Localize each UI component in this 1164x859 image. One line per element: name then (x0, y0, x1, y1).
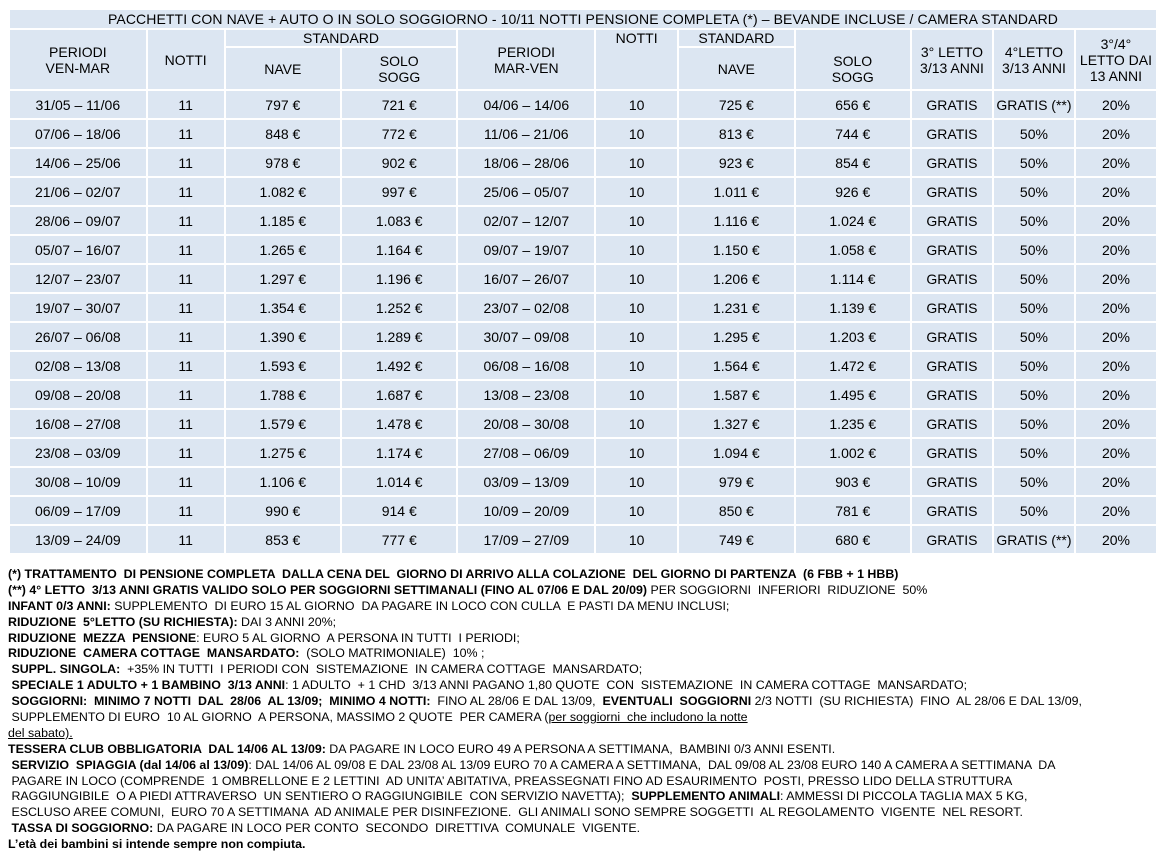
cell-nave-price: 725 € (679, 91, 793, 118)
cell-3-letto: GRATIS (912, 497, 992, 524)
table-row (10, 468, 1156, 495)
cell-period-ven-mar: 07/06 – 18/06 (10, 120, 146, 147)
note-line (8, 567, 1158, 583)
cell-3-4-letto-adulti: 20% (1076, 352, 1156, 379)
table-row (10, 178, 1156, 205)
cell-notti: 10 (596, 381, 677, 408)
cell-notti: 10 (596, 294, 677, 321)
cell-3-letto: GRATIS (912, 526, 992, 553)
cell-nave-price: 979 € (679, 468, 793, 495)
cell-notti: 11 (148, 323, 224, 350)
cell-4-letto: 50% (994, 120, 1074, 147)
cell-period-ven-mar: 06/09 – 17/09 (10, 497, 146, 524)
table-row (10, 526, 1156, 553)
cell-3-letto: GRATIS (912, 207, 992, 234)
note-line (8, 599, 1158, 615)
cell-3-4-letto-adulti: 20% (1076, 91, 1156, 118)
note-line (8, 662, 1158, 678)
note-text: RIDUZIONE CAMERA COTTAGE MANSARDATO: (8, 646, 300, 661)
cell-nave-price: 923 € (679, 149, 793, 176)
note-text: RIDUZIONE 5°LETTO (SU RICHIESTA): (8, 614, 238, 629)
cell-notti: 10 (596, 91, 677, 118)
note-line (8, 742, 1158, 758)
cell-notti: 11 (148, 207, 224, 234)
cell-period-ven-mar: 16/08 – 27/08 (10, 410, 146, 437)
cell-3-letto: GRATIS (912, 91, 992, 118)
cell-3-letto: GRATIS (912, 149, 992, 176)
cell-nave-price: 1.295 € (679, 323, 793, 350)
cell-notti: 11 (148, 410, 224, 437)
note-text: (**) 4° LETTO 3/13 ANNI GRATIS VALIDO SOLO PER SOGGIORNI SETTIMANALI (FINO AL 07/06 E DAL 20/09) (8, 582, 648, 597)
cell-4-letto: 50% (994, 294, 1074, 321)
note-text: TESSERA CLUB OBBLIGATORIA DAL 14/06 AL 13/09: (8, 741, 326, 756)
note-text: +35% IN TUTTI I PERIODI CON SISTEMAZIONE IN CAMERA COTTAGE MANSARDATO; (120, 662, 643, 677)
cell-period-mar-ven: 02/07 – 12/07 (458, 207, 594, 234)
cell-nave-price: 1.579 € (226, 410, 340, 437)
cell-4-letto: 50% (994, 178, 1074, 205)
cell-3-letto: GRATIS (912, 265, 992, 292)
cell-notti: 11 (148, 265, 224, 292)
cell-solo-sogg-price: 1.472 € (796, 352, 910, 379)
cell-period-mar-ven: 25/06 – 05/07 (458, 178, 594, 205)
cell-solo-sogg-price: 772 € (342, 120, 456, 147)
cell-notti: 11 (148, 236, 224, 263)
note-text: SERVIZIO SPIAGGIA (dal 14/06 al 13/09) (8, 757, 249, 772)
cell-4-letto: GRATIS (**) (994, 526, 1074, 553)
note-text: DAI 3 ANNI 20%; (237, 614, 337, 629)
cell-3-4-letto-adulti: 20% (1076, 439, 1156, 466)
cell-notti: 11 (148, 352, 224, 379)
note-text: per soggiorni che includono la notte (548, 710, 748, 725)
cell-nave-price: 1.185 € (226, 207, 340, 234)
cell-period-ven-mar: 12/07 – 23/07 (10, 265, 146, 292)
table-row (10, 381, 1156, 408)
header-nave: NAVE (679, 48, 793, 89)
cell-notti: 11 (148, 468, 224, 495)
header-notti: NOTTI (148, 30, 224, 89)
note-text: SOGGIORNI: MINIMO 7 NOTTI DAL 28/06 AL 13/09; MINIMO 4 NOTTI: (8, 694, 431, 709)
cell-3-letto: GRATIS (912, 178, 992, 205)
note-line (8, 726, 1158, 742)
note-line (8, 758, 1158, 774)
table-row (10, 236, 1156, 263)
table-row (10, 410, 1156, 437)
cell-3-4-letto-adulti: 20% (1076, 207, 1156, 234)
cell-3-4-letto-adulti: 20% (1076, 149, 1156, 176)
header-solo-sogg: SOLO SOGG (342, 48, 456, 89)
cell-notti: 10 (596, 265, 677, 292)
cell-solo-sogg-price: 1.014 € (342, 468, 456, 495)
note-text: : DAL 14/06 AL 09/08 E DAL 23/08 AL 13/09 EURO 70 A CAMERA A SETTIMANA, DAL 09/08 AL 23/08 EURO 140 A CAMERA A SETTIMANA DA (248, 757, 1056, 772)
note-line (8, 821, 1158, 837)
cell-solo-sogg-price: 1.289 € (342, 323, 456, 350)
cell-period-ven-mar: 14/06 – 25/06 (10, 149, 146, 176)
note-line (8, 710, 1158, 726)
note-text: TASSA DI SOGGIORNO: (8, 821, 154, 836)
cell-period-ven-mar: 28/06 – 09/07 (10, 207, 146, 234)
cell-period-mar-ven: 06/08 – 16/08 (458, 352, 594, 379)
note-text: : 1 ADULTO + 1 CHD 3/13 ANNI PAGANO 1,80 QUOTE CON SISTEMAZIONE IN CAMERA COTTAGE MANSARDATO; (285, 678, 968, 693)
cell-notti: 11 (148, 526, 224, 553)
note-text: PAGARE IN LOCO (COMPRENDE 1 OMBRELLONE E 2 LETTINI AD UNITA’ ABITATIVA, PREASSEGNATI FINO AD ESAURIMENTO POSTI, PRESSO LIDO DELLA STRUTTURA (8, 773, 1013, 788)
cell-3-4-letto-adulti: 20% (1076, 410, 1156, 437)
note-text: SUPPL. SINGOLA: (8, 662, 121, 677)
note-line (8, 774, 1158, 790)
cell-notti: 10 (596, 497, 677, 524)
cell-nave-price: 1.106 € (226, 468, 340, 495)
table-row (10, 439, 1156, 466)
note-text: SUPPLEMENTO DI EURO 10 AL GIORNO A PERSONA, MASSIMO 2 QUOTE PER CAMERA ( (8, 710, 549, 725)
cell-period-ven-mar: 23/08 – 03/09 (10, 439, 146, 466)
note-text: EVENTUALI SOGGIORNI (599, 694, 752, 709)
cell-3-letto: GRATIS (912, 236, 992, 263)
note-line (8, 646, 1158, 662)
cell-nave-price: 813 € (679, 120, 793, 147)
cell-solo-sogg-price: 1.252 € (342, 294, 456, 321)
note-text: 2/3 NOTTI (SU RICHIESTA) FINO AL 28/06 E DAL 13/09, (751, 694, 1082, 709)
cell-solo-sogg-price: 777 € (342, 526, 456, 553)
cell-nave-price: 853 € (226, 526, 340, 553)
cell-period-ven-mar: 09/08 – 20/08 (10, 381, 146, 408)
cell-3-4-letto-adulti: 20% (1076, 236, 1156, 263)
cell-period-mar-ven: 17/09 – 27/09 (458, 526, 594, 553)
note-text: DA PAGARE IN LOCO PER CONTO SECONDO DIRETTIVA COMUNALE VIGENTE. (153, 821, 641, 836)
note-text: L’età dei bambini si intende sempre non compiuta. (8, 837, 306, 852)
cell-4-letto: 50% (994, 410, 1074, 437)
cell-4-letto: 50% (994, 439, 1074, 466)
cell-3-4-letto-adulti: 20% (1076, 323, 1156, 350)
note-line (8, 789, 1158, 805)
table-row (10, 120, 1156, 147)
cell-nave-price: 1.150 € (679, 236, 793, 263)
header-nave: NAVE (226, 48, 340, 89)
note-text: (*) TRATTAMENTO DI PENSIONE COMPLETA DALLA CENA DEL GIORNO DI ARRIVO ALLA COLAZIONE DEL GIORNO DI PARTENZA (6 FBB + 1 HBB) (8, 567, 899, 581)
cell-nave-price: 1.265 € (226, 236, 340, 263)
cell-notti: 11 (148, 294, 224, 321)
cell-4-letto: 50% (994, 236, 1074, 263)
cell-solo-sogg-price: 1.196 € (342, 265, 456, 292)
cell-notti: 10 (596, 468, 677, 495)
header-4-letto: 4°LETTO 3/13 ANNI (994, 30, 1074, 89)
cell-notti: 10 (596, 149, 677, 176)
note-line (8, 694, 1158, 710)
table-row (10, 265, 1156, 292)
note-text: (SOLO MATRIMONIALE) 10% ; (299, 646, 485, 661)
cell-solo-sogg-price: 1.164 € (342, 236, 456, 263)
header-3-4-letto-adulti: 3°/4° LETTO DAI 13 ANNI (1076, 30, 1156, 89)
header-notti: NOTTI (596, 30, 677, 89)
header-standard: STANDARD (226, 30, 457, 46)
cell-nave-price: 1.564 € (679, 352, 793, 379)
note-text: SUPPLEMENTO DI EURO 15 AL GIORNO DA PAGARE IN LOCO CON CULLA E PASTI DA MENU INCLUSI; (110, 598, 730, 613)
cell-notti: 11 (148, 120, 224, 147)
cell-notti: 11 (148, 439, 224, 466)
cell-period-ven-mar: 30/08 – 10/09 (10, 468, 146, 495)
cell-notti: 10 (596, 352, 677, 379)
cell-3-4-letto-adulti: 20% (1076, 526, 1156, 553)
cell-nave-price: 1.094 € (679, 439, 793, 466)
cell-3-4-letto-adulti: 20% (1076, 294, 1156, 321)
header-periodi-mar-ven: PERIODI MAR-VEN (458, 30, 594, 89)
cell-period-mar-ven: 23/07 – 02/08 (458, 294, 594, 321)
cell-period-ven-mar: 26/07 – 06/08 (10, 323, 146, 350)
cell-4-letto: 50% (994, 149, 1074, 176)
cell-solo-sogg-price: 997 € (342, 178, 456, 205)
cell-nave-price: 1.354 € (226, 294, 340, 321)
cell-nave-price: 1.275 € (226, 439, 340, 466)
cell-4-letto: 50% (994, 468, 1074, 495)
note-text: SUPPLEMENTO ANIMALI (627, 789, 781, 804)
note-text: RIDUZIONE MEZZA PENSIONE (8, 630, 197, 645)
cell-solo-sogg-price: 744 € (796, 120, 910, 147)
cell-solo-sogg-price: 1.002 € (796, 439, 910, 466)
cell-nave-price: 1.297 € (226, 265, 340, 292)
cell-notti: 10 (596, 120, 677, 147)
cell-nave-price: 1.587 € (679, 381, 793, 408)
cell-solo-sogg-price: 1.495 € (796, 381, 910, 408)
cell-period-ven-mar: 31/05 – 11/06 (10, 91, 146, 118)
cell-solo-sogg-price: 1.235 € (796, 410, 910, 437)
header-periodi-ven-mar: PERIODI VEN-MAR (10, 30, 146, 89)
cell-solo-sogg-price: 1.203 € (796, 323, 910, 350)
cell-3-letto: GRATIS (912, 439, 992, 466)
cell-3-4-letto-adulti: 20% (1076, 265, 1156, 292)
table-row (10, 149, 1156, 176)
cell-nave-price: 749 € (679, 526, 793, 553)
cell-3-letto: GRATIS (912, 352, 992, 379)
cell-period-mar-ven: 27/08 – 06/09 (458, 439, 594, 466)
cell-notti: 10 (596, 526, 677, 553)
note-line (8, 837, 1158, 853)
cell-notti: 11 (148, 497, 224, 524)
cell-nave-price: 1.327 € (679, 410, 793, 437)
cell-solo-sogg-price: 914 € (342, 497, 456, 524)
note-line (8, 631, 1158, 647)
cell-nave-price: 990 € (226, 497, 340, 524)
table-row (10, 323, 1156, 350)
cell-notti: 10 (596, 410, 677, 437)
cell-nave-price: 1.116 € (679, 207, 793, 234)
note-text: : EURO 5 AL GIORNO A PERSONA IN TUTTI I PERIODI; (196, 630, 520, 645)
cell-nave-price: 848 € (226, 120, 340, 147)
cell-notti: 10 (596, 207, 677, 234)
cell-3-4-letto-adulti: 20% (1076, 468, 1156, 495)
cell-solo-sogg-price: 781 € (796, 497, 910, 524)
header-solo-sogg: SOLO SOGG (796, 30, 910, 89)
cell-nave-price: 1.788 € (226, 381, 340, 408)
cell-3-letto: GRATIS (912, 468, 992, 495)
cell-4-letto: 50% (994, 323, 1074, 350)
cell-solo-sogg-price: 1.687 € (342, 381, 456, 408)
cell-4-letto: GRATIS (**) (994, 91, 1074, 118)
cell-3-letto: GRATIS (912, 120, 992, 147)
table-title: PACCHETTI CON NAVE + AUTO O IN SOLO SOGGIORNO - 10/11 NOTTI PENSIONE COMPLETA (*) – BEVANDE INCLUSE / CAMERA STANDARD (10, 10, 1156, 28)
cell-period-mar-ven: 16/07 – 26/07 (458, 265, 594, 292)
cell-solo-sogg-price: 1.174 € (342, 439, 456, 466)
cell-4-letto: 50% (994, 497, 1074, 524)
cell-notti: 11 (148, 381, 224, 408)
note-line (8, 678, 1158, 694)
cell-4-letto: 50% (994, 381, 1074, 408)
note-text: del sabato). (8, 725, 73, 740)
cell-3-letto: GRATIS (912, 410, 992, 437)
cell-notti: 10 (596, 439, 677, 466)
cell-notti: 10 (596, 236, 677, 263)
cell-period-mar-ven: 09/07 – 19/07 (458, 236, 594, 263)
cell-solo-sogg-price: 903 € (796, 468, 910, 495)
cell-solo-sogg-price: 1.478 € (342, 410, 456, 437)
table-row (10, 497, 1156, 524)
table-row (10, 294, 1156, 321)
cell-solo-sogg-price: 1.083 € (342, 207, 456, 234)
cell-3-4-letto-adulti: 20% (1076, 178, 1156, 205)
cell-nave-price: 978 € (226, 149, 340, 176)
cell-solo-sogg-price: 1.058 € (796, 236, 910, 263)
cell-nave-price: 1.206 € (679, 265, 793, 292)
note-text: : AMMESSI DI PICCOLA TAGLIA MAX 5 KG, (780, 789, 1028, 804)
header-3-letto: 3° LETTO 3/13 ANNI (912, 30, 992, 89)
cell-period-mar-ven: 10/09 – 20/09 (458, 497, 594, 524)
note-text: RAGGIUNGIBILE O A PIEDI ATTRAVERSO UN SENTIERO O RAGGIUNGIBILE CON SERVIZIO NAVETTA); (8, 789, 628, 804)
cell-nave-price: 1.231 € (679, 294, 793, 321)
cell-nave-price: 797 € (226, 91, 340, 118)
table-row (10, 352, 1156, 379)
cell-nave-price: 1.082 € (226, 178, 340, 205)
cell-nave-price: 1.390 € (226, 323, 340, 350)
cell-period-ven-mar: 05/07 – 16/07 (10, 236, 146, 263)
cell-solo-sogg-price: 656 € (796, 91, 910, 118)
cell-3-4-letto-adulti: 20% (1076, 120, 1156, 147)
cell-solo-sogg-price: 1.492 € (342, 352, 456, 379)
cell-solo-sogg-price: 1.114 € (796, 265, 910, 292)
cell-period-ven-mar: 19/07 – 30/07 (10, 294, 146, 321)
cell-solo-sogg-price: 680 € (796, 526, 910, 553)
cell-notti: 10 (596, 178, 677, 205)
cell-notti: 11 (148, 149, 224, 176)
notes-section (8, 567, 1158, 853)
cell-solo-sogg-price: 1.024 € (796, 207, 910, 234)
cell-period-mar-ven: 13/08 – 23/08 (458, 381, 594, 408)
cell-solo-sogg-price: 854 € (796, 149, 910, 176)
table-row (10, 91, 1156, 118)
cell-notti: 10 (596, 323, 677, 350)
cell-solo-sogg-price: 1.139 € (796, 294, 910, 321)
note-text: ESCLUSO AREE COMUNI, EURO 70 A SETTIMANA AD ANIMALE PER DISINFEZIONE. GLI ANIMALI SONO SEMPRE SOGGETTI AL REGOLAMENTO VIGENTE NEL RESORT. (8, 805, 1023, 820)
note-line (8, 583, 1158, 599)
note-text: INFANT 0/3 ANNI: (8, 598, 111, 613)
cell-notti: 11 (148, 178, 224, 205)
note-text: DA PAGARE IN LOCO EURO 49 A PERSONA A SETTIMANA, BAMBINI 0/3 ANNI ESENTI. (325, 741, 836, 756)
cell-4-letto: 50% (994, 207, 1074, 234)
note-line (8, 615, 1158, 631)
cell-solo-sogg-price: 926 € (796, 178, 910, 205)
cell-solo-sogg-price: 721 € (342, 91, 456, 118)
cell-period-mar-ven: 18/06 – 28/06 (458, 149, 594, 176)
price-table (8, 8, 1158, 555)
cell-period-mar-ven: 30/07 – 09/08 (458, 323, 594, 350)
cell-nave-price: 850 € (679, 497, 793, 524)
cell-4-letto: 50% (994, 265, 1074, 292)
cell-period-ven-mar: 02/08 – 13/08 (10, 352, 146, 379)
cell-3-4-letto-adulti: 20% (1076, 497, 1156, 524)
cell-3-letto: GRATIS (912, 381, 992, 408)
cell-notti: 11 (148, 91, 224, 118)
cell-period-mar-ven: 11/06 – 21/06 (458, 120, 594, 147)
cell-4-letto: 50% (994, 352, 1074, 379)
cell-period-ven-mar: 13/09 – 24/09 (10, 526, 146, 553)
cell-period-mar-ven: 03/09 – 13/09 (458, 468, 594, 495)
table-row (10, 207, 1156, 234)
cell-3-4-letto-adulti: 20% (1076, 381, 1156, 408)
cell-3-letto: GRATIS (912, 323, 992, 350)
note-text: PER SOGGIORNI INFERIORI RIDUZIONE 50% (647, 582, 928, 597)
cell-period-mar-ven: 20/08 – 30/08 (458, 410, 594, 437)
cell-solo-sogg-price: 902 € (342, 149, 456, 176)
note-text: SPECIALE 1 ADULTO + 1 BAMBINO 3/13 ANNI (8, 678, 286, 693)
note-text: FINO AL 28/06 E DAL 13/09, (430, 694, 600, 709)
header-standard: STANDARD (679, 30, 793, 46)
cell-nave-price: 1.011 € (679, 178, 793, 205)
cell-period-mar-ven: 04/06 – 14/06 (458, 91, 594, 118)
cell-3-letto: GRATIS (912, 294, 992, 321)
note-line (8, 805, 1158, 821)
cell-period-ven-mar: 21/06 – 02/07 (10, 178, 146, 205)
cell-nave-price: 1.593 € (226, 352, 340, 379)
